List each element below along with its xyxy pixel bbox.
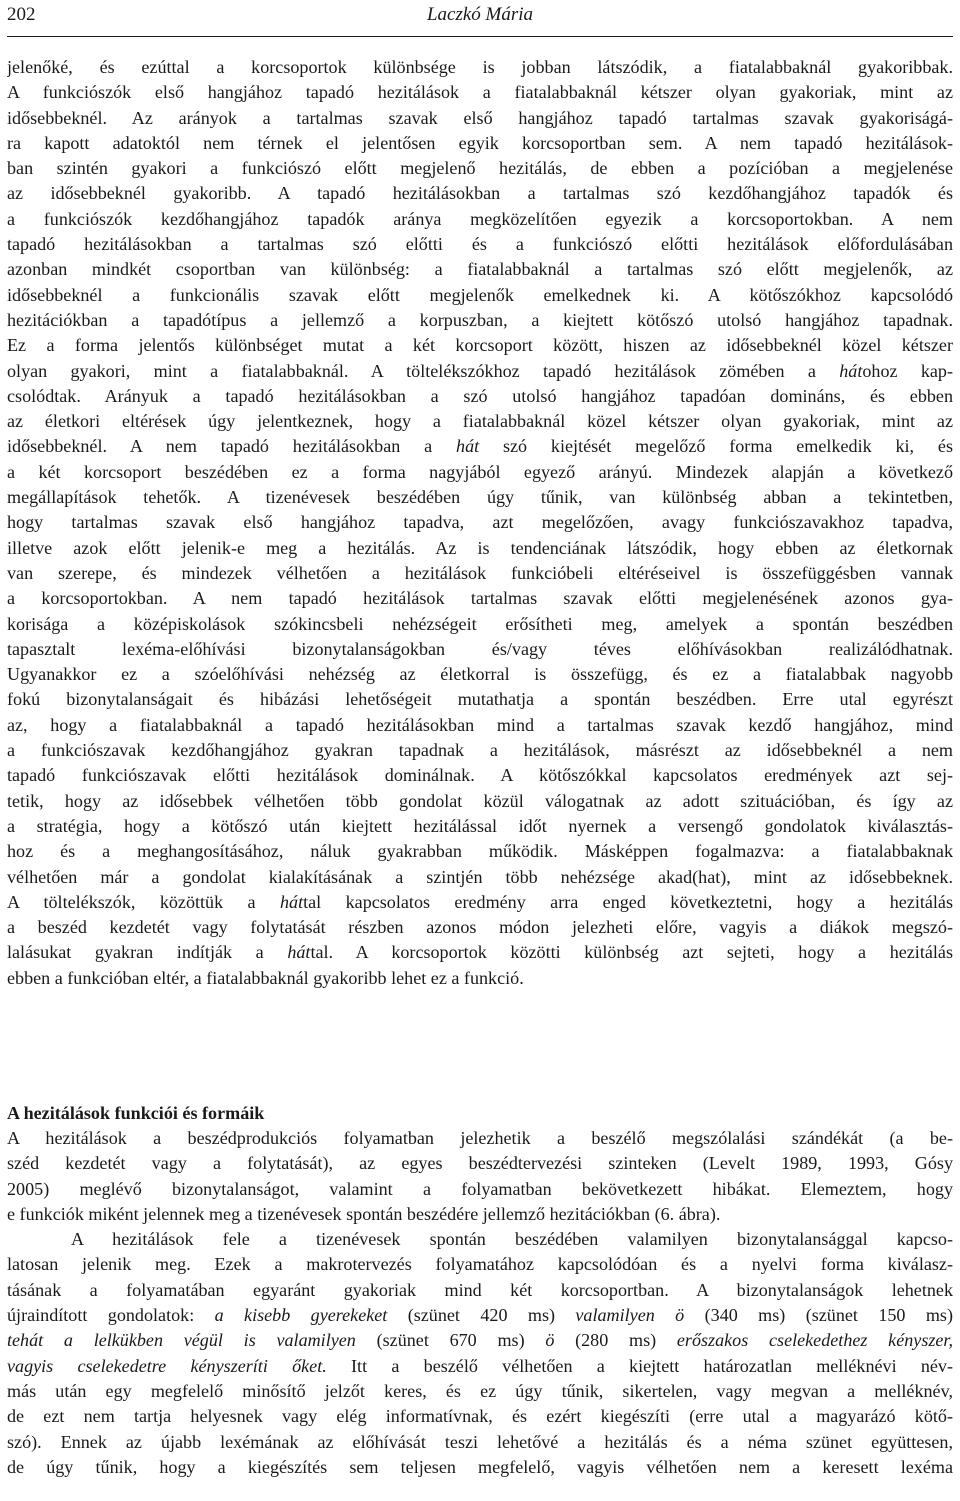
text-line: a beszéd kezdetét vagy folytatását részben azonos módon jelezheti előre, vagyis a diákok megszó- [7,917,953,938]
text-line: idősebbeknél a funkcionális szavak előtt megjelenők emelkednek ki. A kötőszókhoz kapcsolódó [7,284,953,305]
section-body [7,1126,953,1480]
body-paragraph-2 [7,1126,953,1227]
text-line: hogy tartalmas szavak első hangjához tapadva, azt megelőzően, avagy funkciószavakhoz tapadva, [7,512,953,533]
text-line: jelenőké, és ezúttal a korcsoportok különbsége is jobban látszódik, a fiatalabbaknál gyakoribbak. [7,57,953,77]
body-paragraph-1 [7,55,953,991]
italic-run: hát [280,891,304,912]
text-line: tapasztalt lexéma-előhívási bizonytalanságokban és/vagy téves előhívásokban realizálódhatnak. [7,638,953,659]
text-line: tehát a lelkükben végül is valamilyen (szünet 670 ms) ö (280 ms) erőszakos cselekedethez kényszer, [7,1330,953,1351]
text-line: illetve azok előtt jelenik-e meg a hezitálás. Az is tendenciának látszódik, hogy ebben az életkornak [7,537,953,558]
text-line: a funkciószók kezdőhangjához tapadók aránya megközelítően egyezik a korcsoportokban. A nem [7,208,953,229]
text-line: latosan jelenik meg. Ezek a makrotervezés folyamatához kapcsolódóan és a nyelvi forma kiválasz- [7,1254,953,1275]
text-line: idősebbeknél. A nem tapadó hezitálásokban a hát szó kiejtését megelőző forma emelkedik ki, és [7,436,953,457]
text-line: de úgy tűnik, hogy a kiegészítés sem teljesen megfelelő, vagyis vélhetően nem a keresett lexéma [7,1456,953,1477]
text-line: vélhetően már a gondolat kialakításának a szintjén több nehézsége akad(hat), mint az idősebbeknek. [7,866,953,887]
header-rule [7,36,953,37]
text-line: tásának a folyamatában egyaránt gyakoriak mind két korcsoportban. A bizonytalanságok lehetnek [7,1279,953,1300]
text-line: megállapítások tehetők. A tizenévesek beszédében úgy tűnik, van különbség abban a tekintetben, [7,487,953,508]
text-line: tapadó hezitálásokban a tartalmas szó előtti és a funkciószó előtti hezitálások előfordulásában [7,234,953,255]
text-line: de ezt nem tartja helyesnek vagy elég informatívnak, és ezért kiegészíti (erre utal a magyarázó kötő- [7,1406,953,1427]
text-line: A hezitálások a beszédprodukciós folyamatban jelezhetik a beszélő megszólalási szándékát (a be- [7,1128,953,1148]
italic-run: hát [456,436,480,457]
text-line: az életkori eltérések úgy jelentkeznek, hogy a fiatalabbaknál közel kétszer olyan gyakoriak, mint az [7,411,953,432]
text-line: tetik, hogy az idősebbek vélhetően több gondolat közül válogatnak az adott szituációban, és így az [7,790,953,811]
text-line: azonban mindkét csoportban van különbség: a fiatalabbaknál a tartalmas szó előtt megjelenők, az [7,259,953,280]
text-line: ebben a funkcióban eltér, a fiatalabbaknál gyakoribb lehet ez a funkció. [7,967,524,988]
text-line: korisága a középiskolások szókincsbeli nehézségeit erősítheti meg, amelyek a spontán beszédben [7,613,953,634]
italic-run: a kisebb gyerekeket [214,1305,388,1326]
italic-run: tehát a lelkükben végül is valamilyen [7,1330,356,1351]
text-line: az idősebbeknél gyakoribb. A tapadó hezitálásokban a tartalmas szó kezdőhangjához tapadók és [7,183,953,204]
section-heading: A hezitálások funkciói és formáik [7,1103,265,1123]
text-line: e funkciók miként jelennek meg a tizenévesek spontán beszédére jellemző hezitációkban (6. ábra). [7,1203,721,1224]
section [7,1101,953,1126]
italic-run: vagyis cselekedetre kényszeríti őket. [7,1355,327,1376]
text-line: van szerepe, és mindezek vélhetően a hezitálások funkcióbeli eltéréseivel is összefüggésben vannak [7,562,953,583]
text-line: A funkciószók első hangjához tapadó hezitálások a fiatalabbaknál kétszer olyan gyakoriak, mint az [7,82,953,103]
text-line: hoz és a meghangosításához, náluk gyakrabban működik. Másképpen fogalmazva: a fiatalabbaknak [7,841,953,862]
text-line: ban szintén gyakori a funkciószó előtt megjelenő hezitálás, de ebben a pozícióban a megjelenése [7,158,953,179]
page-number: 202 [7,4,36,25]
text-line: a két korcsoport beszédében ez a forma nagyjából egyező arányú. Mindezek alapján a következő [7,461,953,482]
text-line: vagyis cselekedetre kényszeríti őket. Itt a beszélő vélhetően a kiejtett határozatlan melléknévi név- [7,1355,953,1376]
text-line: Ugyanakkor ez a szóelőhívási nehézség az életkorral is összefügg, és ez a fiatalabbak nagyobb [7,664,953,685]
text-line: olyan gyakori, mint a fiatalabbaknál. A töltelékszókhoz tapadó hezitálások zömében a hátohoz kap- [7,360,953,381]
text-line: szó). Ennek az újabb lexémának az előhívását teszi lehetővé a hezitálás és a néma szünet együttesen, [7,1431,953,1452]
text-line: Ez a forma jelentős különbséget mutat a két korcsoport között, hiszen az idősebbeknél közel kétszer [7,335,953,356]
text-line: újraindított gondolatok: a kisebb gyerekeket (szünet 420 ms) valamilyen ö (340 ms) (szünet 150 ms) [7,1305,953,1326]
italic-run: ö [524,1330,576,1351]
text-line: más után egy megfelelő minősítő jelzőt keres, és ez úgy tűnik, sikertelen, vagy megvan a melléknév, [7,1380,953,1401]
text-line: 2005) meglévő bizonytalanságot, valamint a folyamatban bekövetkezett hibákat. Elemeztem, hogy [7,1178,953,1199]
italic-run: hát [287,942,311,963]
text-line: a korcsoportokban. A nem tapadó hezitálások tartalmas szavak előtti megjelenésének azonos gya- [7,588,953,609]
running-header [7,0,953,36]
text-line: csolódtak. Arányuk a tapadó hezitálásokban a szó utolsó hangjához tapadóan domináns, és ebben [7,385,953,406]
text-line: lalásukat gyakran indítják a háttal. A korcsoportok közötti különbség azt sejteti, hogy a hezitálás [7,942,953,963]
italic-run: erőszakos cselekedethez kényszer, [676,1330,953,1351]
text-line: a funkciószavak kezdőhangjához gyakran tapadnak a hezitálások, másrészt az idősebbeknél a nem [7,740,953,761]
text-line: A töltelékszók, közöttük a háttal kapcsolatos eredmény arra enged következtetni, hogy a hezitálás [7,891,953,912]
text-line: idősebbeknél. Az arányok a tartalmas szavak első hangjához tapadó tartalmas szavak gyakoriságá- [7,107,953,128]
text-line: hezitációkban a tapadótípus a jellemző a korpuszban, a kiejtett kötőszó utolsó hangjához tapadnak. [7,309,953,330]
text-line: a stratégia, hogy a kötőszó után kiejtett hezitálással időt nyernek a versengő gondolatok kiválasztás- [7,815,953,836]
text-line: ra kapott adatoktól nem térnek el jelentősen egyik korcsoportban sem. A nem tapadó hezitálások- [7,132,953,153]
body-paragraph-3 [7,1227,953,1480]
text-line: A hezitálások fele a tizenévesek spontán beszédében valamilyen bizonytalansággal kapcso- [71,1229,953,1250]
italic-run: hát [839,360,863,381]
text-line: tapadó funkciószavak előtti hezitálások dominálnak. A kötőszókkal kapcsolatos eredmények azt sej- [7,765,953,786]
text-line: az, hogy a fiatalabbaknál a tapadó hezitálásokban mind a tartalmas szavak kezdő hangjához, mind [7,714,953,735]
italic-run: valamilyen ö [575,1305,685,1326]
text-line: széd kezdetét vagy a folytatását), az egyes beszédtervezési szinteken (Levelt 1989, 1993, Gósy [7,1153,953,1174]
running-head-author: Laczkó Mária [426,4,534,25]
text-line: fokú bizonytalanságait és hibázási lehetőségeit mutathatja a spontán beszédben. Erre utal egyrészt [7,689,953,710]
